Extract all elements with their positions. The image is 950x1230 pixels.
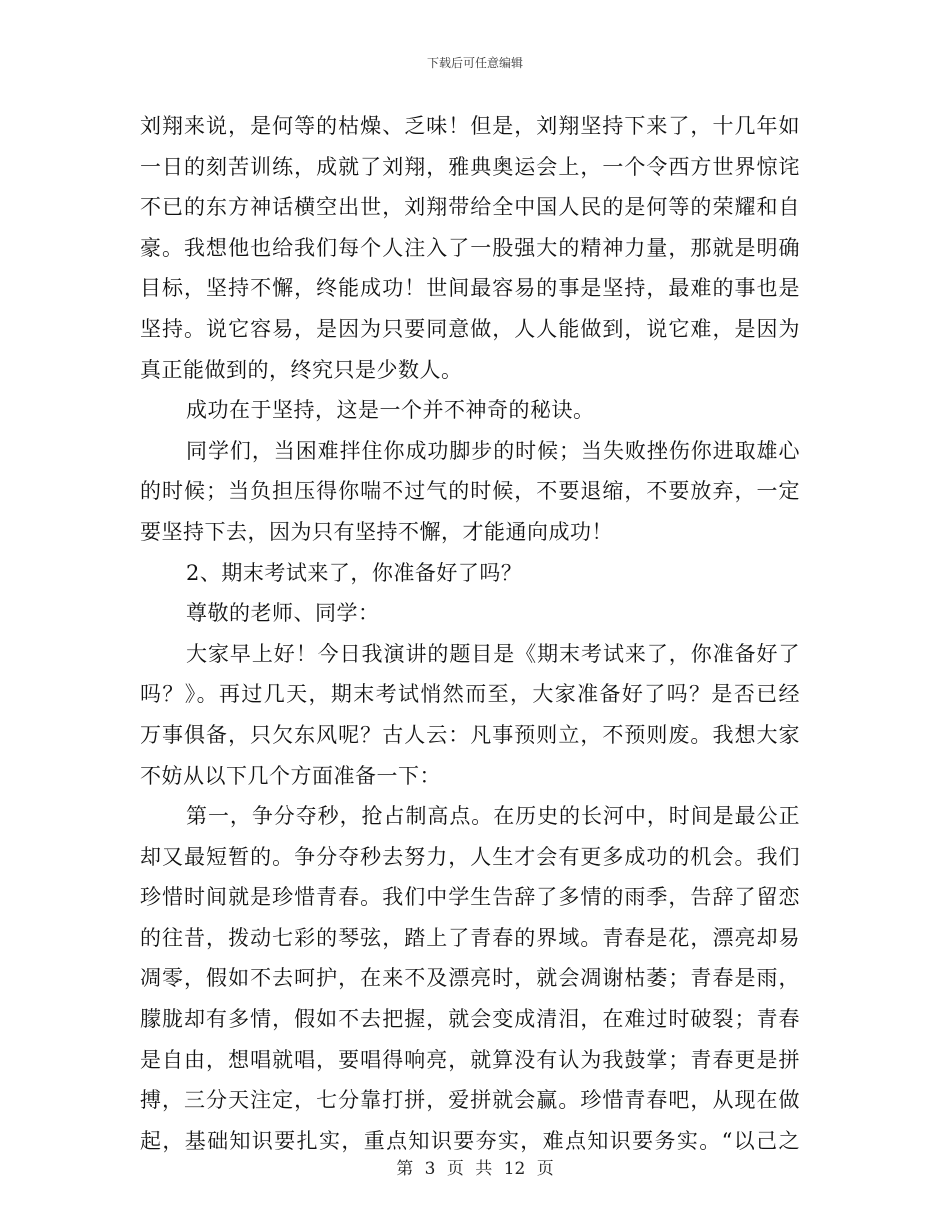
text-line: 一日的刻苦训练，成就了刘翔，雅典奥运会上，一个令西方世界惊诧 <box>140 154 800 179</box>
text-line: 起，基础知识要扎实，重点知识要夯实，难点知识要务实。“以己之 <box>140 1128 800 1153</box>
text-line: 是自由，想唱就唱，要唱得响亮，就算没有认为我鼓掌；青春更是拼 <box>140 1047 800 1072</box>
text-line: 却又最短暂的。争分夺秒去努力，人生才会有更多成功的机会。我们 <box>140 844 800 869</box>
text-line: 坚持。说它容易，是因为只要同意做，人人能做到，说它难，是因为 <box>140 316 800 341</box>
page-header: 下载后可任意编辑 <box>426 56 523 70</box>
paragraph-line: 成功在于坚持，这是一个并不神奇的秘诀。 <box>186 398 595 423</box>
paragraph-line: 大家早上好！今日我演讲的题目是《期末考试来了，你准备好了 <box>186 641 800 666</box>
text-line: 凋零，假如不去呵护，在来不及漂亮时，就会凋谢枯萎；青春是雨， <box>140 966 800 991</box>
text-line: 的往昔，拨动七彩的琴弦，踏上了青春的界域。青春是花，漂亮却易 <box>140 925 800 950</box>
text-line: 刘翔来说，是何等的枯燥、乏味！但是，刘翔坚持下来了，十几年如 <box>140 114 800 138</box>
text-line: 豪。我想他也给我们每个人注入了一股强大的精神力量，那就是明确 <box>140 235 800 260</box>
text-line: 真正能做到的，终究只是少数人。 <box>140 357 463 382</box>
text-line: 不已的东方神话横空出世，刘翔带给全中国人民的是何等的荣耀和自 <box>140 195 800 220</box>
text-line: 目标，坚持不懈，终能成功！世间最容易的事是坚持，最难的事也是 <box>140 276 800 301</box>
paragraph-line: 同学们，当困难拌住你成功脚步的时候；当失败挫伤你进取雄心 <box>186 438 800 463</box>
page-footer: 第 3 页 共 12 页 <box>396 1159 554 1179</box>
text-line: 万事俱备，只欠东风呢？古人云：凡事预则立，不预则废。我想大家 <box>140 722 800 747</box>
text-line: 朦胧却有多情，假如不去把握，就会变成清泪，在难过时破裂；青春 <box>140 1007 800 1032</box>
section-heading: 2、期末考试来了，你准备好了吗？ <box>186 560 523 585</box>
text-line: 不妨从以下几个方面准备一下： <box>140 763 441 788</box>
text-line: 吗？》。再过几天，期末考试悄然而至，大家准备好了吗？是否已经 <box>140 682 800 707</box>
text-line: 的时候；当负担压得你喘不过气的时候，不要退缩，不要放弃，一定 <box>140 479 800 504</box>
paragraph-line: 第一，争分夺秒，抢占制高点。在历史的长河中，时间是最公正 <box>186 804 800 829</box>
text-line: 搏，三分天注定，七分靠打拼，爱拼就会赢。珍惜青春吧，从现在做 <box>140 1088 800 1113</box>
document-body <box>140 106 800 1161</box>
text-line: 要坚持下去，因为只有坚持不懈，才能通向成功！ <box>140 519 613 544</box>
text-line: 珍惜时间就是珍惜青春。我们中学生告辞了多情的雨季，告辞了留恋 <box>140 885 800 910</box>
salutation: 尊敬的老师、同学： <box>186 601 380 626</box>
